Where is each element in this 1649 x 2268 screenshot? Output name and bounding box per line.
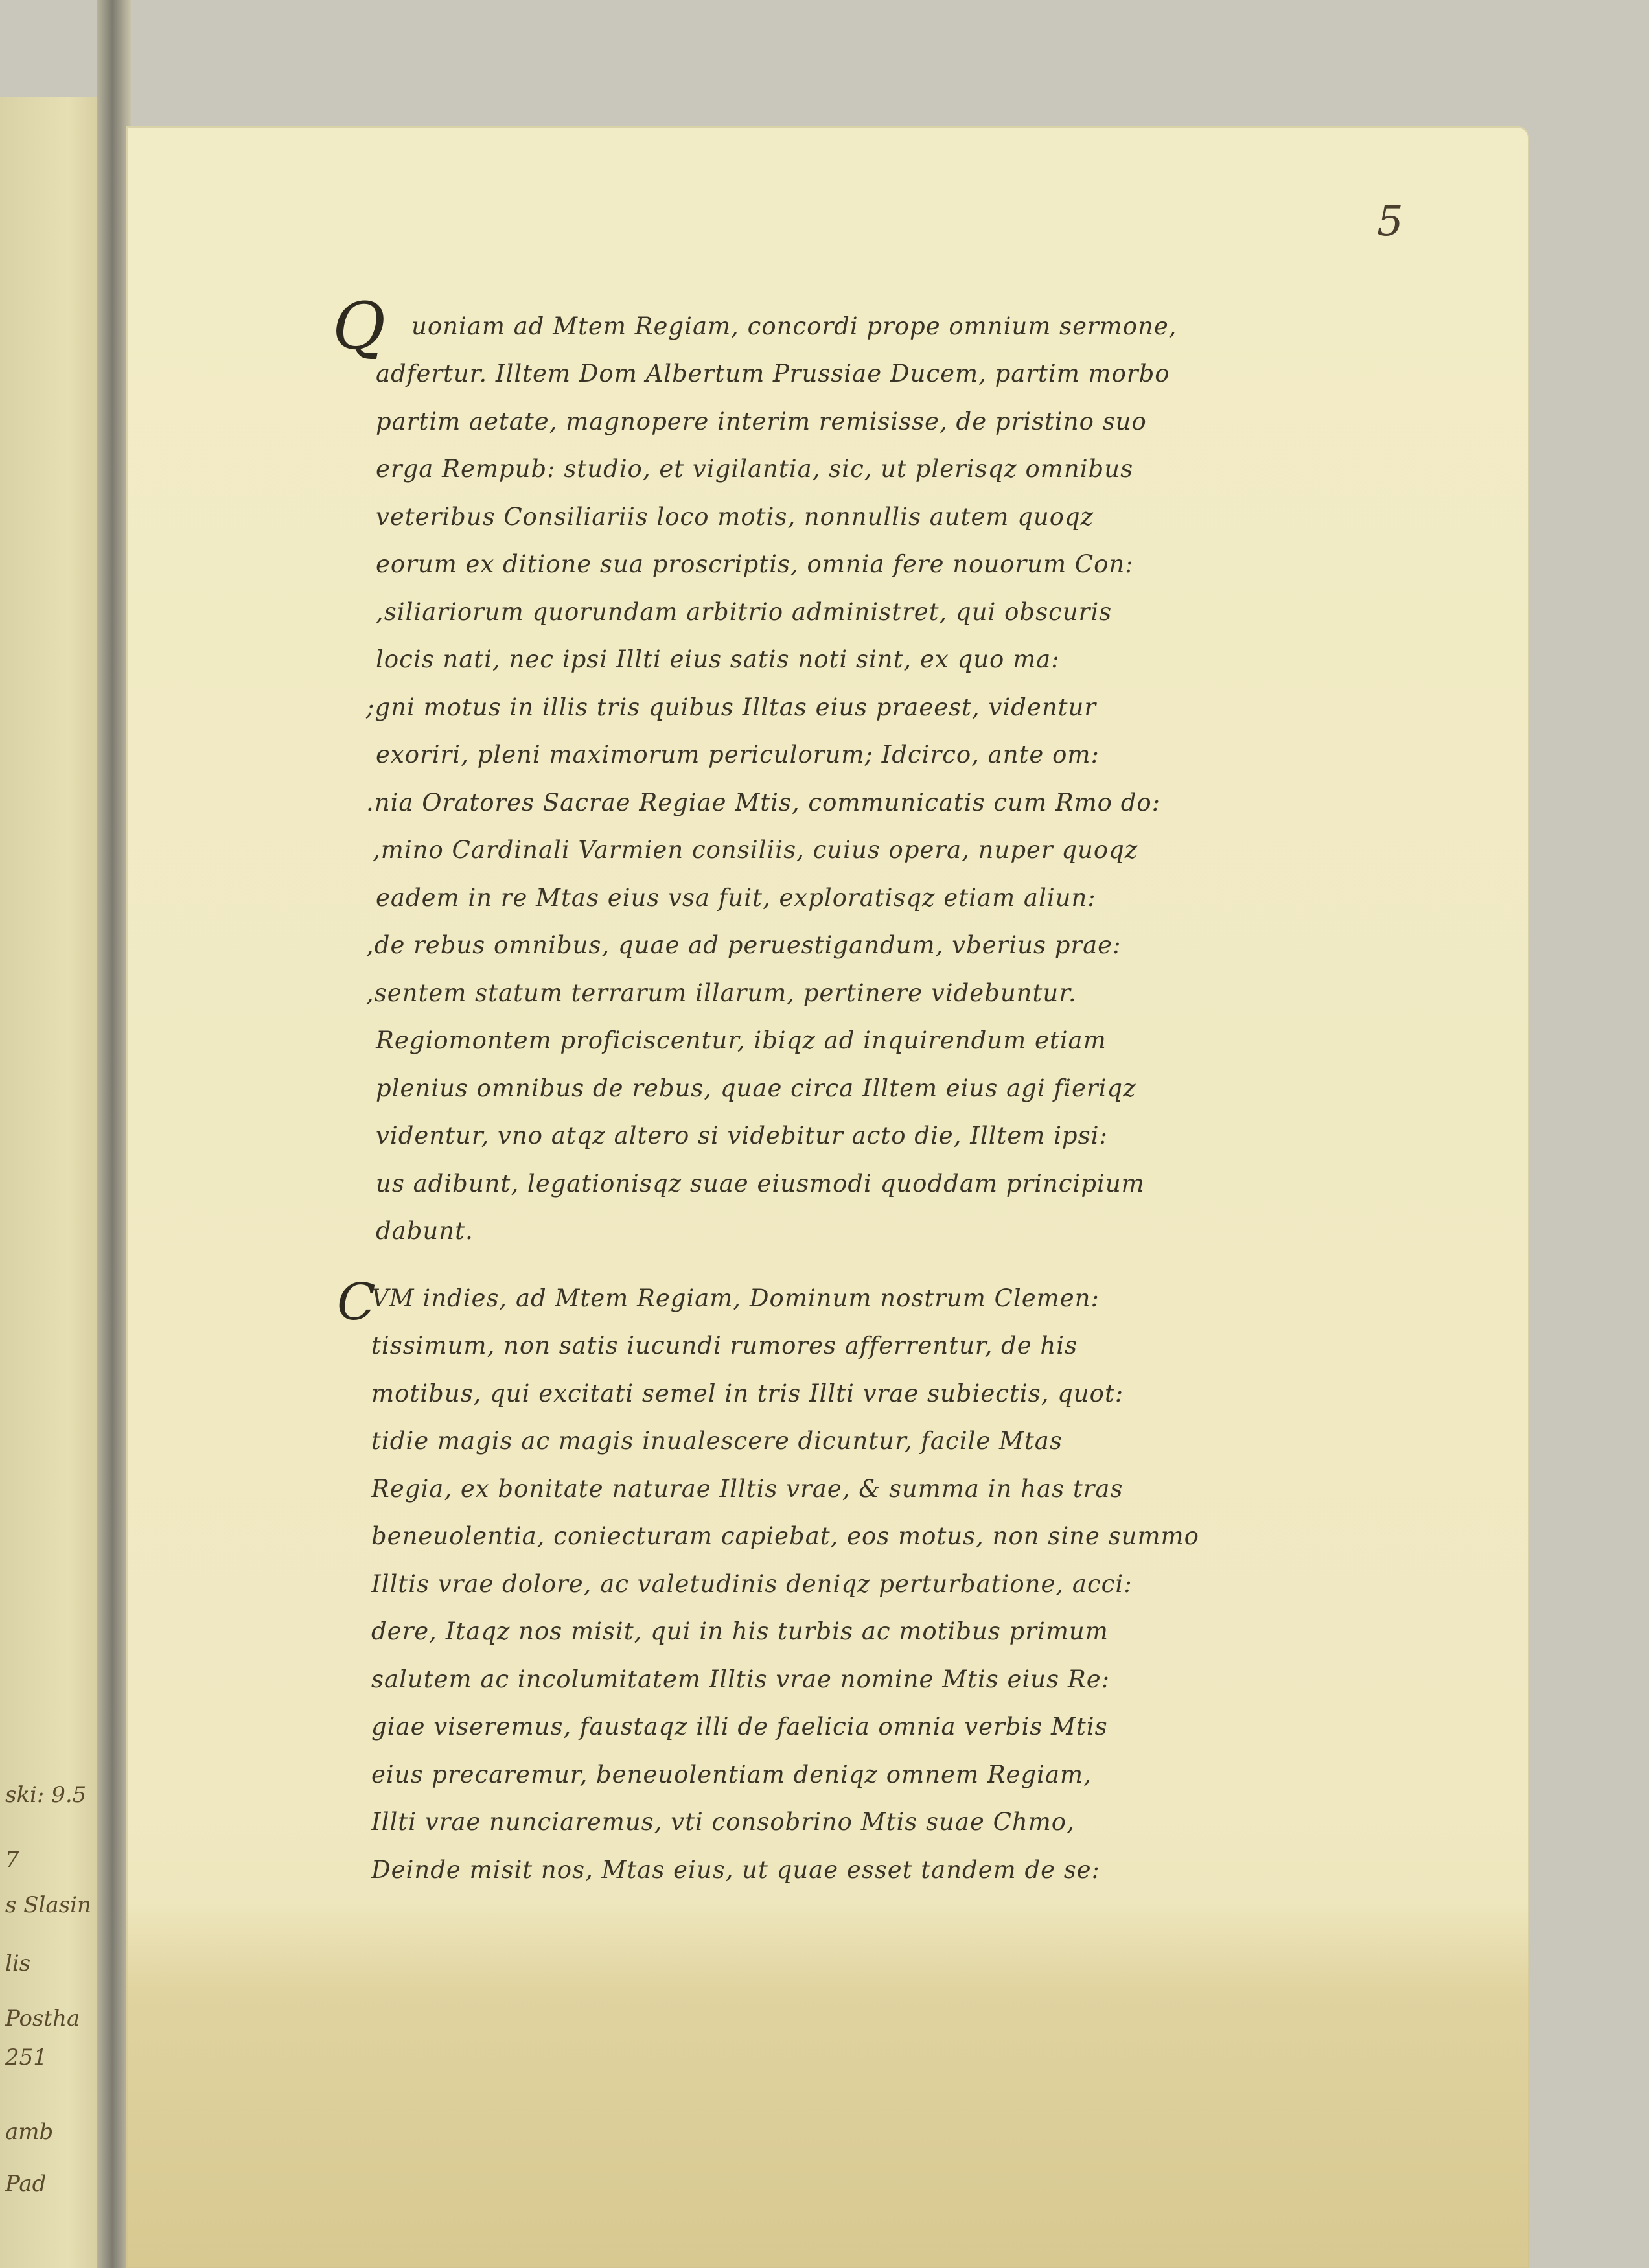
text-line: VM indies, ad Mtem Regiam, Dominum nostrum Clemen: <box>371 1284 1100 1312</box>
text-line: ,mino Cardinali Varmien consiliis, cuius opera, nuper quoqz <box>373 836 1138 864</box>
text-line: giae viseremus, faustaqz illi de faelicia omnia verbis Mtis <box>371 1713 1108 1741</box>
text-line: dere, Itaqz nos misit, qui in his turbis ac motibus primum <box>371 1617 1109 1645</box>
text-line: Regia, ex bonitate naturae Illtis vrae, & summa in has tras <box>371 1475 1124 1503</box>
initial-letter-q: Q <box>332 288 386 364</box>
text-line: eadem in re Mtas eius vsa fuit, exploratisqz etiam aliun: <box>376 884 1096 912</box>
text-line: us adibunt, legationisqz suae eiusmodi quoddam principium <box>376 1170 1145 1198</box>
text-line: Deinde misit nos, Mtas eius, ut quae esset tandem de se: <box>371 1856 1101 1884</box>
manuscript-page <box>126 126 1529 2268</box>
text-line: eius precaremur, beneuolentiam deniqz omnem Regiam, <box>371 1761 1092 1788</box>
margin-note-line: ski: 9.5 <box>5 1782 87 1808</box>
text-line: plenius omnibus de rebus, quae circa Illtem eius agi fieriqz <box>376 1074 1136 1102</box>
margin-note-line: 7 <box>5 1847 19 1873</box>
water-stain <box>126 1902 1529 2268</box>
text-line: dabunt. <box>376 1217 474 1245</box>
text-line: tissimum, non satis iucundi rumores afferrentur, de his <box>371 1332 1078 1360</box>
text-line: ,siliariorum quorundam arbitrio administret, qui obscuris <box>376 598 1113 626</box>
text-line: uoniam ad Mtem Regiam, concordi prope omnium sermone, <box>411 312 1177 340</box>
text-line: salutem ac incolumitatem Illtis vrae nomine Mtis eius Re: <box>371 1665 1111 1693</box>
text-line: Illtis vrae dolore, ac valetudinis deniqz perturbatione, acci: <box>371 1570 1133 1598</box>
text-line: adfertur. Illtem Dom Albertum Prussiae Ducem, partim morbo <box>376 360 1170 388</box>
initial-letter-c: C <box>337 1273 376 1332</box>
text-line: Regiomontem proficiscentur, ibiqz ad inquirendum etiam <box>376 1026 1107 1054</box>
text-line: ,sentem statum terrarum illarum, pertinere videbuntur. <box>366 979 1077 1007</box>
text-line: erga Rempub: studio, et vigilantia, sic, ut plerisqz omnibus <box>376 455 1134 483</box>
text-line: beneuolentia, coniecturam capiebat, eos motus, non sine summo <box>371 1522 1199 1550</box>
text-line: eorum ex ditione sua proscriptis, omnia fere nouorum Con: <box>376 550 1134 578</box>
margin-note-line: amb <box>5 2119 54 2145</box>
text-line: ;gni motus in illis tris quibus Illtas eius praeest, videntur <box>366 693 1097 721</box>
text-line: videntur, vno atqz altero si videbitur acto die, Illtem ipsi: <box>376 1122 1108 1150</box>
text-line: ,de rebus omnibus, quae ad peruestigandum, vberius prae: <box>366 931 1122 959</box>
text-line: locis nati, nec ipsi Illti eius satis noti sint, ex quo ma: <box>376 645 1060 673</box>
text-line: exoriri, pleni maximorum periculorum; Idcirco, ante om: <box>376 741 1100 769</box>
margin-note-line: 251 <box>5 2044 47 2070</box>
text-line: partim aetate, magnopere interim remisisse, de pristino suo <box>376 408 1147 435</box>
folio-number: 5 <box>1377 198 1403 246</box>
margin-note-line: lis <box>5 1950 31 1976</box>
text-line: tidie magis ac magis inualescere dicuntur, facile Mtas <box>371 1427 1063 1455</box>
margin-note-line: Pad <box>5 2171 47 2197</box>
text-line: veteribus Consiliariis loco motis, nonnullis autem quoqz <box>376 503 1094 531</box>
margin-note-line: Postha <box>5 2006 80 2031</box>
text-line: Illti vrae nunciaremus, vti consobrino Mtis suae Chmo, <box>371 1808 1075 1836</box>
text-line: motibus, qui excitati semel in tris Illti vrae subiectis, quot: <box>371 1380 1124 1407</box>
margin-note-line: s Slasin <box>5 1892 91 1918</box>
text-line: .nia Oratores Sacrae Regiae Mtis, communicatis cum Rmo do: <box>366 789 1161 816</box>
margin-notes <box>0 1756 97 2268</box>
